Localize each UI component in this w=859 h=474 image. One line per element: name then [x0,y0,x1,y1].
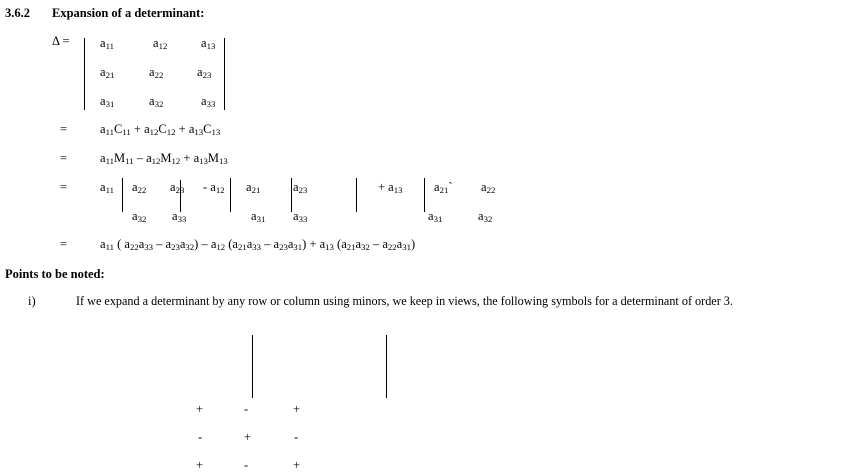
equals-sign: = [60,237,68,251]
minor-cell: $a_{33}$ [293,209,308,224]
sign-cell: + [293,402,301,416]
sign-cell: - [244,402,249,416]
section-title: Expansion of a determinant: [52,6,205,20]
minor-cell: $a_{33}$ [172,209,187,224]
sign-cell: - [294,430,299,444]
term-plus-a13: + $a_{13}$ [378,180,403,195]
equals-sign: = [60,122,68,136]
minor-cell: $a_{32}$ [132,209,147,224]
matrix-cell: $a_{22}$ [149,65,164,80]
sign-grid-bar [252,335,253,398]
minor-bar [122,178,123,212]
point-text: If we expand a determinant by any row or column using minors, we keep in views, the following symbols for a determinant of order 3. [76,294,733,308]
matrix-cell: $a_{13}$ [201,36,216,51]
minor-expansion: $a_{11}M_{11} - a_{12}M_{12} + a_{13}M_{13}$ [100,151,228,166]
equals-sign: = [60,180,68,194]
sign-cell: - [244,458,249,472]
equals-sign: = [60,151,68,165]
minor-cell: $a_{21}$ [246,180,261,195]
minor-bar [180,180,181,212]
determinant-right-bar [224,38,225,110]
matrix-cell: $a_{31}$ [100,94,115,109]
minor-cell: $a_{23}$ [170,180,185,195]
minor-bar [230,178,231,212]
matrix-cell: $a_{23}$ [197,65,212,80]
minor-cell: $a_{22}$ [132,180,147,195]
sign-cell: + [244,430,252,444]
sign-cell: + [196,458,204,472]
minor-bar [291,178,292,212]
minor-cell: $a_{32}$ [478,209,493,224]
full-expansion: $a_{11}$ ( $a_{22}a_{33} - a_{23}a_{32}) - a_{12}$ $(a_{21}a_{33} - a_{23}a_{31}) + a_{13}$ $(a_{21}a_{32} - a_{22}a_{31})$ [100,237,416,252]
matrix-cell: $a_{11}$ [100,36,114,51]
determinant-left-bar [84,38,85,110]
matrix-cell: $a_{32}$ [149,94,164,109]
sign-cell: - [198,430,203,444]
minor-cell: $a_{31}$ [428,209,443,224]
point-marker: i) [28,294,36,308]
matrix-cell: $a_{33}$ [201,94,216,109]
sign-cell: + [196,402,204,416]
sign-grid-bar [386,335,387,398]
minor-cell: $a_{21}`$ [434,180,453,195]
matrix-cell: $a_{21}$ [100,65,115,80]
sign-cell: + [293,458,301,472]
section-number: 3.6.2 [5,6,30,20]
minor-cell: $a_{31}$ [251,209,266,224]
points-heading: Points to be noted: [5,267,105,281]
minor-bar [356,178,357,212]
minor-cell: $a_{23}$ [293,180,308,195]
minor-cell: $a_{22}$ [481,180,496,195]
matrix-cell: $a_{12}$ [153,36,168,51]
term-a11: $a_{11}$ [100,180,114,195]
minor-bar [424,178,425,212]
cofactor-expansion: $a_{11}C_{11} + a_{12}C_{12} + a_{13}C_{13}$ [100,122,221,137]
delta-label: Δ = [52,34,70,48]
term-minus-a12: - $a_{12}$ [203,180,225,195]
